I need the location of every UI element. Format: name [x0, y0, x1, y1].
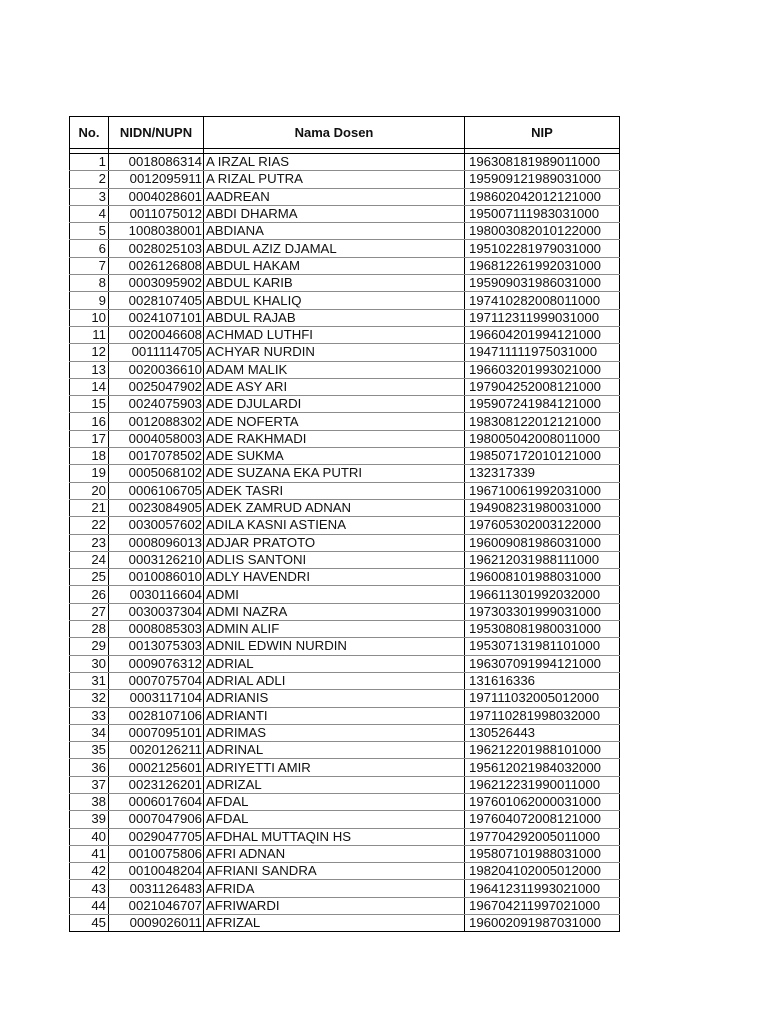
cell-no: 3 [70, 188, 109, 205]
cell-nama: ACHYAR NURDIN [204, 344, 465, 361]
cell-no: 19 [70, 465, 109, 482]
cell-nidn: 0012088302 [109, 413, 204, 430]
cell-nama: ABDUL RAJAB [204, 309, 465, 326]
table-row [70, 811, 620, 828]
table-row [70, 326, 620, 343]
cell-nidn: 0006106705 [109, 482, 204, 499]
cell-no: 9 [70, 292, 109, 309]
cell-nama: ADE RAKHMADI [204, 430, 465, 447]
cell-nidn: 0009026011 [109, 915, 204, 932]
table-row [70, 793, 620, 810]
cell-nidn: 0023126201 [109, 776, 204, 793]
cell-no: 30 [70, 655, 109, 672]
cell-no: 13 [70, 361, 109, 378]
table-row [70, 621, 620, 638]
cell-no: 21 [70, 499, 109, 516]
cell-no: 43 [70, 880, 109, 897]
table-row [70, 223, 620, 240]
cell-no: 18 [70, 448, 109, 465]
cell-nidn: 0003095902 [109, 275, 204, 292]
lecturer-table [69, 116, 620, 932]
cell-nidn: 0004058003 [109, 430, 204, 447]
cell-no: 28 [70, 621, 109, 638]
cell-no: 32 [70, 690, 109, 707]
cell-nama: AFDAL [204, 811, 465, 828]
cell-no: 27 [70, 603, 109, 620]
cell-nama: ADRIZAL [204, 776, 465, 793]
header-no: No. [70, 117, 109, 149]
cell-nidn: 0028025103 [109, 240, 204, 257]
cell-nidn: 0020046608 [109, 326, 204, 343]
table-row [70, 465, 620, 482]
table-row [70, 275, 620, 292]
cell-nama: ADLY HAVENDRI [204, 569, 465, 586]
cell-no: 8 [70, 275, 109, 292]
cell-nip: 194908231980031000 [465, 499, 620, 516]
cell-nip: 196212201988101000 [465, 742, 620, 759]
cell-nip: 197601062000031000 [465, 793, 620, 810]
cell-nidn: 0030057602 [109, 517, 204, 534]
cell-nip: 198507172010121000 [465, 448, 620, 465]
table-row [70, 240, 620, 257]
table-header-row [70, 117, 620, 149]
cell-nidn: 0031126483 [109, 880, 204, 897]
cell-no: 17 [70, 430, 109, 447]
header-nip: NIP [465, 117, 620, 149]
cell-no: 37 [70, 776, 109, 793]
cell-nama: ADE ASY ARI [204, 378, 465, 395]
cell-nama: ADRINAL [204, 742, 465, 759]
cell-nidn: 0030037304 [109, 603, 204, 620]
cell-nip: 195612021984032000 [465, 759, 620, 776]
cell-nip: 132317339 [465, 465, 620, 482]
cell-no: 2 [70, 171, 109, 188]
table-row [70, 828, 620, 845]
cell-nidn: 0017078502 [109, 448, 204, 465]
cell-nidn: 0006017604 [109, 793, 204, 810]
cell-nidn: 0028107106 [109, 707, 204, 724]
cell-nip: 130526443 [465, 724, 620, 741]
cell-nip: 196604201994121000 [465, 326, 620, 343]
table-row [70, 309, 620, 326]
cell-nip: 196009081986031000 [465, 534, 620, 551]
table-row [70, 672, 620, 689]
cell-no: 11 [70, 326, 109, 343]
cell-no: 16 [70, 413, 109, 430]
cell-nama: AFDAL [204, 793, 465, 810]
cell-nip: 198308122012121000 [465, 413, 620, 430]
cell-nidn: 0030116604 [109, 586, 204, 603]
table-row [70, 517, 620, 534]
cell-no: 10 [70, 309, 109, 326]
table-row [70, 638, 620, 655]
cell-nip: 194711111975031000 [465, 344, 620, 361]
table-row [70, 551, 620, 568]
table-row [70, 707, 620, 724]
cell-nidn: 0002125601 [109, 759, 204, 776]
cell-nip: 198003082010122000 [465, 223, 620, 240]
cell-no: 22 [70, 517, 109, 534]
header-nidn: NIDN/NUPN [109, 117, 204, 149]
cell-no: 35 [70, 742, 109, 759]
cell-no: 7 [70, 257, 109, 274]
table-row [70, 378, 620, 395]
cell-nidn: 0005068102 [109, 465, 204, 482]
cell-nidn: 0004028601 [109, 188, 204, 205]
cell-nama: A IRZAL RIAS [204, 154, 465, 171]
table-row [70, 880, 620, 897]
cell-nama: ABDUL KARIB [204, 275, 465, 292]
table-row [70, 776, 620, 793]
cell-nip: 195308081980031000 [465, 621, 620, 638]
cell-nip: 195909121989031000 [465, 171, 620, 188]
cell-nip: 197110281998032000 [465, 707, 620, 724]
cell-no: 1 [70, 154, 109, 171]
cell-nama: AFRI ADNAN [204, 845, 465, 862]
cell-nama: AFRIWARDI [204, 897, 465, 914]
cell-nidn: 0010086010 [109, 569, 204, 586]
cell-nama: ADILA KASNI ASTIENA [204, 517, 465, 534]
cell-nama: AFDHAL MUTTAQIN HS [204, 828, 465, 845]
table-row [70, 742, 620, 759]
cell-nama: ADLIS SANTONI [204, 551, 465, 568]
cell-nip: 196812261992031000 [465, 257, 620, 274]
cell-no: 41 [70, 845, 109, 862]
cell-nip: 195007111983031000 [465, 205, 620, 222]
cell-nip: 198204102005012000 [465, 863, 620, 880]
cell-no: 25 [70, 569, 109, 586]
cell-nidn: 0011075012 [109, 205, 204, 222]
table-row [70, 292, 620, 309]
cell-nama: ADE DJULARDI [204, 396, 465, 413]
cell-nama: ADRIAL [204, 655, 465, 672]
table-body [70, 149, 620, 932]
table-row [70, 188, 620, 205]
cell-no: 33 [70, 707, 109, 724]
cell-nama: ACHMAD LUTHFI [204, 326, 465, 343]
table-row [70, 915, 620, 932]
cell-nama: AADREAN [204, 188, 465, 205]
cell-nama: AFRIZAL [204, 915, 465, 932]
cell-nip: 196002091987031000 [465, 915, 620, 932]
table-row [70, 396, 620, 413]
cell-nip: 196008101988031000 [465, 569, 620, 586]
cell-no: 20 [70, 482, 109, 499]
table-row [70, 759, 620, 776]
cell-no: 26 [70, 586, 109, 603]
cell-nip: 196611301992032000 [465, 586, 620, 603]
cell-nidn: 0003117104 [109, 690, 204, 707]
cell-nip: 195307131981101000 [465, 638, 620, 655]
cell-nama: ADRIAL ADLI [204, 672, 465, 689]
cell-nidn: 0007047906 [109, 811, 204, 828]
cell-no: 23 [70, 534, 109, 551]
title-clip [0, 80, 620, 110]
table-row [70, 690, 620, 707]
cell-no: 12 [70, 344, 109, 361]
table-row [70, 586, 620, 603]
cell-no: 14 [70, 378, 109, 395]
header-nama: Nama Dosen [204, 117, 465, 149]
table-row [70, 448, 620, 465]
cell-nip: 195102281979031000 [465, 240, 620, 257]
cell-nama: ADRIMAS [204, 724, 465, 741]
cell-nip: 197904252008121000 [465, 378, 620, 395]
cell-no: 44 [70, 897, 109, 914]
cell-nama: ADRIYETTI AMIR [204, 759, 465, 776]
cell-nama: ABDUL AZIZ DJAMAL [204, 240, 465, 257]
cell-nidn: 0011114705 [109, 344, 204, 361]
cell-no: 36 [70, 759, 109, 776]
cell-nidn: 0021046707 [109, 897, 204, 914]
cell-nip: 197303301999031000 [465, 603, 620, 620]
cell-nip: 197604072008121000 [465, 811, 620, 828]
cell-nidn: 0018086314 [109, 154, 204, 171]
table-row [70, 897, 620, 914]
cell-nip: 197111032005012000 [465, 690, 620, 707]
cell-nip: 195807101988031000 [465, 845, 620, 862]
cell-nidn: 0010075806 [109, 845, 204, 862]
cell-no: 31 [70, 672, 109, 689]
table-row [70, 171, 620, 188]
cell-nip: 196212031988111000 [465, 551, 620, 568]
table-row [70, 205, 620, 222]
cell-nidn: 0008096013 [109, 534, 204, 551]
cell-nama: ADMI NAZRA [204, 603, 465, 620]
cell-nama: AFRIANI SANDRA [204, 863, 465, 880]
cell-nip: 196704211997021000 [465, 897, 620, 914]
cell-nip: 196308181989011000 [465, 154, 620, 171]
cell-nama: ADEK TASRI [204, 482, 465, 499]
table-row [70, 499, 620, 516]
cell-nidn: 0024107101 [109, 309, 204, 326]
cell-no: 29 [70, 638, 109, 655]
table-row [70, 569, 620, 586]
cell-nama: ADJAR PRATOTO [204, 534, 465, 551]
table-row [70, 430, 620, 447]
cell-nidn: 0013075303 [109, 638, 204, 655]
cell-nidn: 1008038001 [109, 223, 204, 240]
cell-nip: 198005042008011000 [465, 430, 620, 447]
cell-nama: ABDUL HAKAM [204, 257, 465, 274]
cell-nidn: 0024075903 [109, 396, 204, 413]
table-row [70, 845, 620, 862]
cell-nidn: 0023084905 [109, 499, 204, 516]
table-row [70, 154, 620, 171]
table-row [70, 344, 620, 361]
table-row [70, 361, 620, 378]
table-row [70, 724, 620, 741]
cell-nama: ADAM MALIK [204, 361, 465, 378]
cell-nip: 195909031986031000 [465, 275, 620, 292]
cell-nama: ADE NOFERTA [204, 413, 465, 430]
cell-no: 24 [70, 551, 109, 568]
table-row [70, 534, 620, 551]
cell-nip: 196307091994121000 [465, 655, 620, 672]
cell-nidn: 0026126808 [109, 257, 204, 274]
cell-nama: ADMI [204, 586, 465, 603]
cell-no: 5 [70, 223, 109, 240]
cell-nidn: 0025047902 [109, 378, 204, 395]
cell-nip: 196603201993021000 [465, 361, 620, 378]
cell-nidn: 0012095911 [109, 171, 204, 188]
cell-no: 45 [70, 915, 109, 932]
cell-nip: 131616336 [465, 672, 620, 689]
table-row [70, 863, 620, 880]
cell-nip: 195907241984121000 [465, 396, 620, 413]
cell-nama: ADE SUKMA [204, 448, 465, 465]
cell-nama: A RIZAL PUTRA [204, 171, 465, 188]
cell-nidn: 0007075704 [109, 672, 204, 689]
cell-nidn: 0003126210 [109, 551, 204, 568]
cell-nama: ABDUL KHALIQ [204, 292, 465, 309]
table-row [70, 603, 620, 620]
cell-no: 38 [70, 793, 109, 810]
cell-nidn: 0020126211 [109, 742, 204, 759]
cell-no: 6 [70, 240, 109, 257]
cell-no: 39 [70, 811, 109, 828]
cell-no: 4 [70, 205, 109, 222]
cell-nidn: 0029047705 [109, 828, 204, 845]
cell-nama: ABDI DHARMA [204, 205, 465, 222]
cell-no: 40 [70, 828, 109, 845]
cell-nidn: 0007095101 [109, 724, 204, 741]
table-row [70, 413, 620, 430]
cell-nama: AFRIDA [204, 880, 465, 897]
cell-nip: 197410282008011000 [465, 292, 620, 309]
table-row [70, 482, 620, 499]
cell-nama: ADRIANTI [204, 707, 465, 724]
cell-nidn: 0020036610 [109, 361, 204, 378]
cell-nip: 196212231990011000 [465, 776, 620, 793]
cell-no: 42 [70, 863, 109, 880]
cell-nidn: 0008085303 [109, 621, 204, 638]
cell-nama: ADEK ZAMRUD ADNAN [204, 499, 465, 516]
cell-nama: ABDIANA [204, 223, 465, 240]
table-row [70, 655, 620, 672]
cell-nidn: 0028107405 [109, 292, 204, 309]
cell-nip: 196710061992031000 [465, 482, 620, 499]
cell-nip: 198602042012121000 [465, 188, 620, 205]
cell-nama: ADE SUZANA EKA PUTRI [204, 465, 465, 482]
table-row [70, 257, 620, 274]
cell-nidn: 0009076312 [109, 655, 204, 672]
cell-no: 15 [70, 396, 109, 413]
cell-nama: ADNIL EDWIN NURDIN [204, 638, 465, 655]
cell-nip: 196412311993021000 [465, 880, 620, 897]
cell-nama: ADRIANIS [204, 690, 465, 707]
cell-nidn: 0010048204 [109, 863, 204, 880]
cell-nip: 197605302003122000 [465, 517, 620, 534]
cell-nip: 197112311999031000 [465, 309, 620, 326]
cell-nama: ADMIN ALIF [204, 621, 465, 638]
cell-nip: 197704292005011000 [465, 828, 620, 845]
cell-no: 34 [70, 724, 109, 741]
